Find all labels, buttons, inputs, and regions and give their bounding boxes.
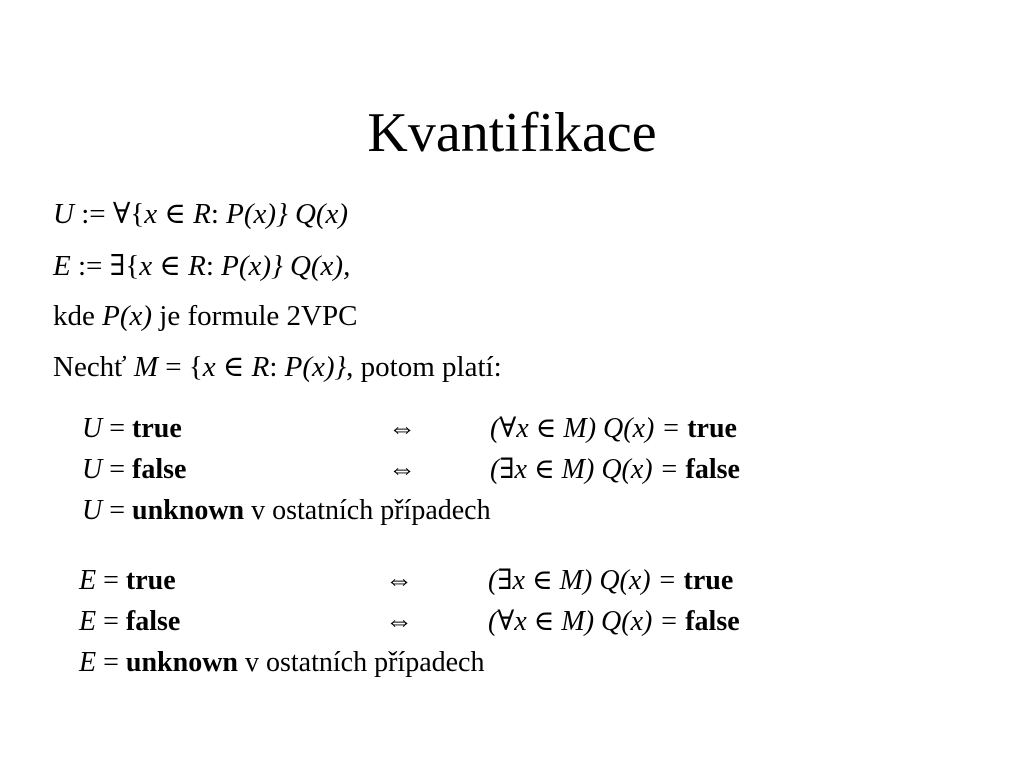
u-true-row (82, 411, 182, 447)
element-of: ∈ (152, 250, 189, 282)
var-r: R (193, 198, 211, 230)
value-false: false (132, 454, 187, 485)
value-unknown: unknown (132, 495, 245, 526)
var-r: R (188, 250, 206, 282)
kde-rest: je formule 2VPC (152, 300, 358, 332)
var-u: U (82, 495, 103, 526)
colon: : (205, 250, 222, 282)
value-true: true (687, 413, 737, 444)
var-e: E (53, 250, 71, 282)
condition-formula: (∃x ∈ M) Q(x) = (488, 565, 684, 596)
iff-arrow: ⇔ (388, 413, 416, 444)
var-e: E (79, 647, 97, 678)
equals: = (102, 413, 133, 444)
value-false: false (685, 454, 740, 485)
var-u: U (82, 454, 103, 485)
formula-q-arg: (x) (315, 198, 349, 230)
var-u: U (82, 413, 103, 444)
pred-p: P (221, 250, 239, 282)
var-e: E (79, 565, 97, 596)
iff-arrow: ⇔ (385, 606, 413, 637)
var-x: x (202, 351, 216, 383)
e-true-condition (488, 563, 733, 599)
where-line (53, 298, 357, 334)
value-true: true (132, 413, 182, 444)
var-u: U (53, 198, 74, 230)
var-x: x (144, 198, 158, 230)
value-false: false (125, 606, 181, 637)
colon: : (269, 351, 285, 383)
definition-u (53, 196, 348, 232)
u-unknown-row (82, 493, 491, 529)
slide-title: Kvantifikace (367, 102, 657, 164)
formula-q: Q (294, 198, 316, 230)
iff-arrow: ⇔ (388, 454, 416, 485)
equals: = (96, 647, 126, 678)
let-line (53, 349, 502, 385)
var-e: E (79, 606, 97, 637)
u-false-condition (490, 452, 740, 488)
equals: = (96, 606, 126, 637)
equals: = (102, 495, 133, 526)
pred-p-x: P(x) (102, 300, 153, 332)
equals: = (102, 454, 133, 485)
condition-formula: (∀x ∈ M) Q(x) = (490, 413, 688, 444)
necht-text: Nechť (53, 351, 134, 383)
element-of: ∈ (215, 351, 252, 383)
kde-text: kde (53, 300, 103, 332)
element-of: ∈ (157, 198, 194, 230)
value-true: true (125, 565, 176, 596)
otherwise-text: v ostatních případech (238, 647, 485, 678)
condition-formula: (∃x ∈ M) Q(x) = (490, 454, 686, 485)
value-true: true (683, 565, 734, 596)
colon: : (210, 198, 227, 230)
definition-e (53, 248, 350, 284)
var-x: x (139, 250, 153, 282)
e-false-condition (488, 604, 740, 640)
formula-q: Q (289, 250, 311, 282)
value-false: false (685, 606, 740, 637)
var-r: R (251, 351, 270, 383)
iff-arrow: ⇔ (385, 565, 413, 596)
e-unknown-row (79, 645, 484, 681)
assign-exists: := ∃{ (70, 250, 140, 282)
e-false-row (79, 604, 180, 640)
pred-p: P (284, 351, 303, 383)
equals: = (96, 565, 126, 596)
pred-p: P (226, 198, 244, 230)
eq-brace: = { (158, 351, 203, 383)
assign-forall: := ∀{ (73, 198, 145, 230)
e-true-row (79, 563, 176, 599)
pred-p-arg: (x)} (302, 351, 347, 383)
otherwise-text: v ostatních případech (244, 495, 491, 526)
value-unknown: unknown (125, 647, 238, 678)
condition-formula: (∀x ∈ M) Q(x) = (488, 606, 686, 637)
pred-p-arg: (x)} (243, 198, 295, 230)
var-m: M (133, 351, 158, 383)
u-true-condition (490, 411, 737, 447)
necht-rest: , potom platí: (346, 351, 502, 383)
formula-q-arg: (x), (310, 250, 351, 282)
u-false-row (82, 452, 186, 488)
pred-p-arg: (x)} (238, 250, 290, 282)
